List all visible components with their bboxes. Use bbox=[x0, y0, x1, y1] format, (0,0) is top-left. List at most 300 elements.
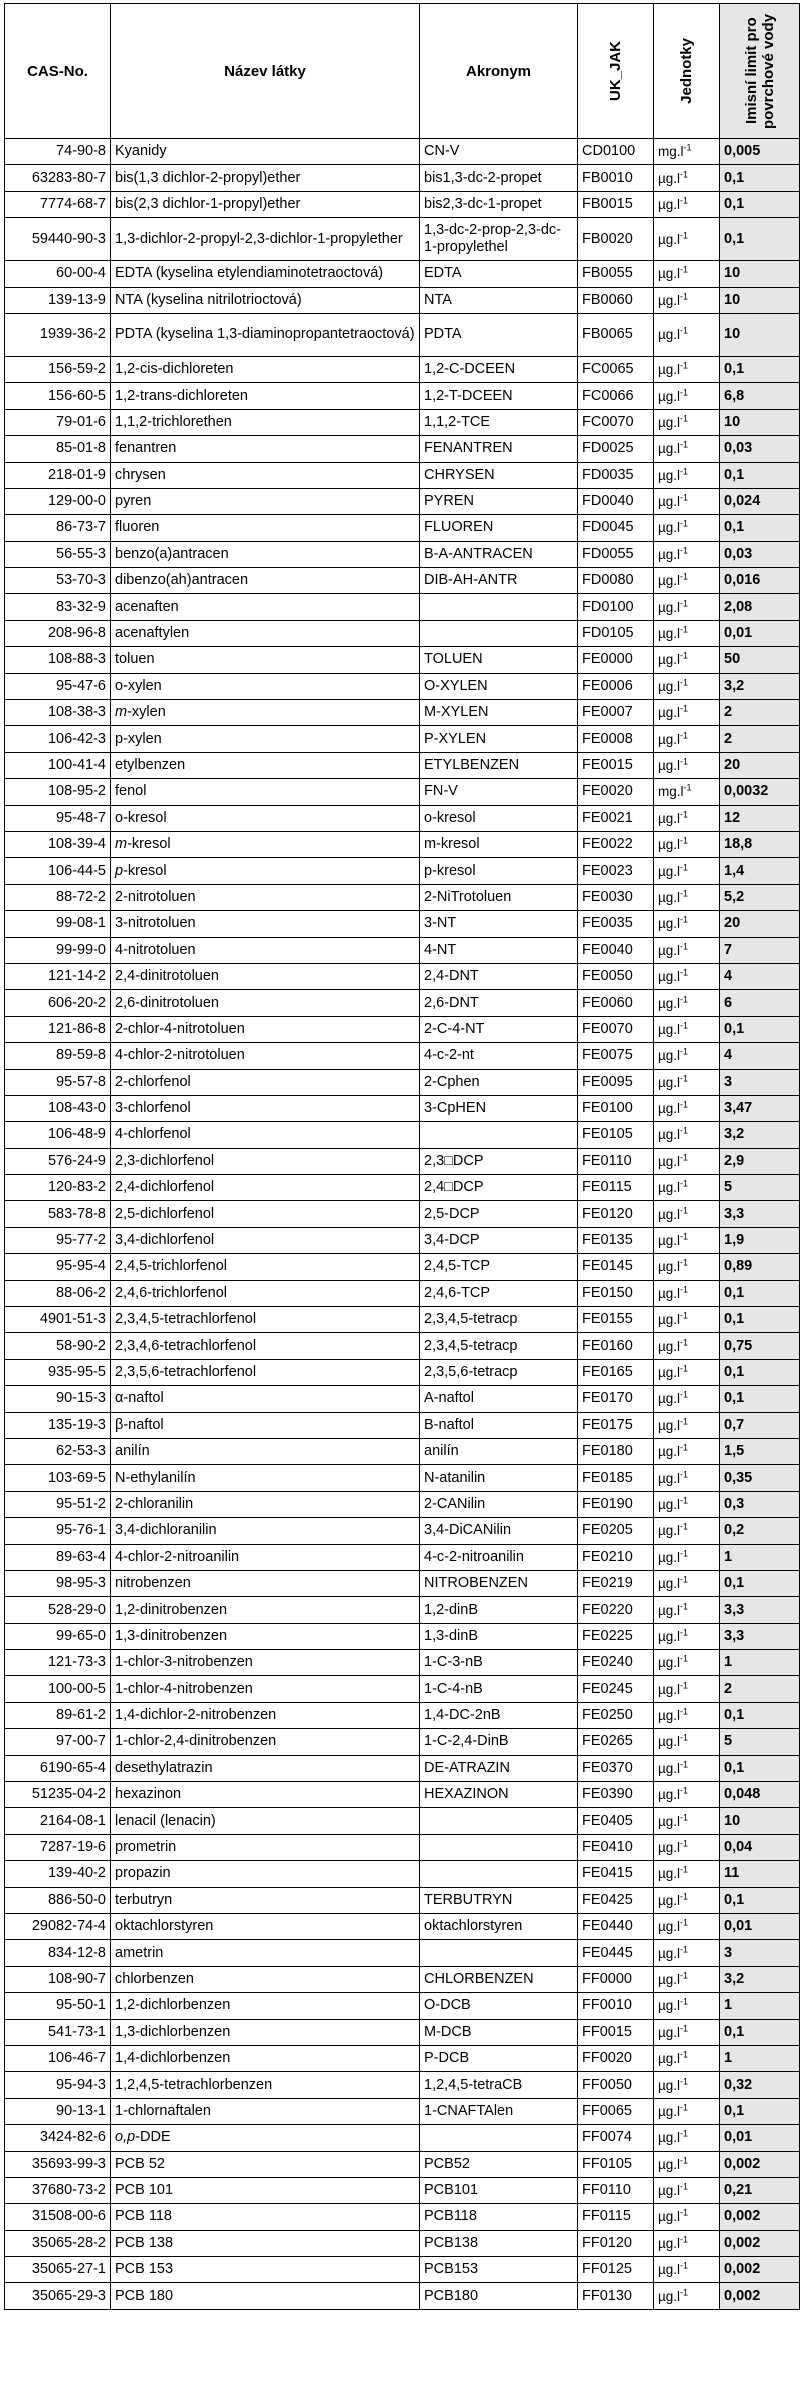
cas-cell: 106-44-5 bbox=[5, 858, 111, 884]
unit-cell bbox=[654, 1729, 720, 1755]
table-row bbox=[5, 620, 800, 646]
limit-value-cell: 5,2 bbox=[720, 884, 800, 910]
unit-base: µg.l bbox=[658, 1233, 681, 1249]
substance-name-cell: 2,3-dichlorfenol bbox=[111, 1148, 420, 1174]
limit-value-cell: 2,9 bbox=[720, 1148, 800, 1174]
unit-base: µg.l bbox=[658, 969, 681, 985]
cas-cell: 108-88-3 bbox=[5, 647, 111, 673]
substance-name-cell: acenaftylen bbox=[111, 620, 420, 646]
cas-cell: 85-01-8 bbox=[5, 436, 111, 462]
unit-base: µg.l bbox=[658, 1180, 681, 1196]
limit-value-cell: 0,1 bbox=[720, 1280, 800, 1306]
unit-exponent: -1 bbox=[680, 1231, 689, 1242]
table-row bbox=[5, 673, 800, 699]
code-cell: FF0050 bbox=[578, 2072, 654, 2098]
unit-cell bbox=[654, 436, 720, 462]
table-row bbox=[5, 700, 800, 726]
unit-exponent: -1 bbox=[680, 1891, 689, 1902]
cas-cell: 31508-00-6 bbox=[5, 2204, 111, 2230]
substance-name-cell: 4-nitrotoluen bbox=[111, 937, 420, 963]
acronym-cell: M-DCB bbox=[420, 2019, 578, 2045]
cas-cell: 97-00-7 bbox=[5, 1729, 111, 1755]
cas-cell: 528-29-0 bbox=[5, 1597, 111, 1623]
position-prefix: m bbox=[115, 836, 128, 853]
acronym-cell: CN-V bbox=[420, 139, 578, 165]
unit-cell bbox=[654, 2204, 720, 2230]
table-row bbox=[5, 409, 800, 435]
table-body bbox=[5, 139, 800, 2310]
unit-base: µg.l bbox=[658, 837, 681, 853]
limit-value-cell: 2 bbox=[720, 1676, 800, 1702]
code-cell: FE0240 bbox=[578, 1650, 654, 1676]
table-row bbox=[5, 1069, 800, 1095]
unit-exponent: -1 bbox=[680, 492, 689, 503]
unit-cell bbox=[654, 1940, 720, 1966]
table-row bbox=[5, 1175, 800, 1201]
substance-name-cell: 1,2-trans-dichloreten bbox=[111, 383, 420, 409]
unit-cell bbox=[654, 1597, 720, 1623]
unit-exponent: -1 bbox=[680, 1706, 689, 1717]
limit-value-cell: 10 bbox=[720, 287, 800, 313]
limit-value-cell: 3,3 bbox=[720, 1597, 800, 1623]
code-cell: FE0020 bbox=[578, 779, 654, 805]
limit-value-cell: 5 bbox=[720, 1729, 800, 1755]
unit-exponent: -1 bbox=[680, 2023, 689, 2034]
unit-cell bbox=[654, 409, 720, 435]
cas-cell: 108-90-7 bbox=[5, 1966, 111, 1992]
table-row bbox=[5, 191, 800, 217]
acronym-cell: 4-c-2-nt bbox=[420, 1043, 578, 1069]
unit-exponent: -1 bbox=[680, 1495, 689, 1506]
code-cell: FE0390 bbox=[578, 1782, 654, 1808]
unit-exponent: -1 bbox=[680, 230, 689, 241]
code-cell: FE0040 bbox=[578, 937, 654, 963]
limits-table bbox=[4, 3, 800, 2310]
code-cell: FB0055 bbox=[578, 261, 654, 287]
unit-base: µg.l bbox=[658, 2130, 681, 2146]
unit-exponent: -1 bbox=[680, 545, 689, 556]
cas-cell: 218-01-9 bbox=[5, 462, 111, 488]
unit-exponent: -1 bbox=[680, 1601, 689, 1611]
unit-exponent: -1 bbox=[680, 1574, 689, 1585]
cas-cell: 100-41-4 bbox=[5, 752, 111, 778]
acronym-cell bbox=[420, 620, 578, 646]
unit-cell bbox=[654, 1307, 720, 1333]
substance-name-cell: 2,3,4,5-tetrachlorfenol bbox=[111, 1307, 420, 1333]
cas-cell: 99-65-0 bbox=[5, 1623, 111, 1649]
unit-exponent: -1 bbox=[680, 264, 689, 275]
code-cell: FF0105 bbox=[578, 2151, 654, 2177]
table-row bbox=[5, 1412, 800, 1438]
substance-name-cell: 1-chlor-2,4-dinitrobenzen bbox=[111, 1729, 420, 1755]
table-row bbox=[5, 2125, 800, 2151]
header-unit-label: Jednotky bbox=[678, 38, 695, 104]
table-row bbox=[5, 1544, 800, 1570]
code-cell: FE0415 bbox=[578, 1861, 654, 1887]
cas-cell: 583-78-8 bbox=[5, 1201, 111, 1227]
code-cell: FD0040 bbox=[578, 488, 654, 514]
limit-value-cell: 0,002 bbox=[720, 2230, 800, 2256]
code-cell: FC0065 bbox=[578, 356, 654, 382]
acronym-cell: 3-NT bbox=[420, 911, 578, 937]
unit-base: µg.l bbox=[658, 546, 681, 562]
table-row bbox=[5, 1861, 800, 1887]
acronym-cell: NITROBENZEN bbox=[420, 1570, 578, 1596]
code-cell: FE0150 bbox=[578, 1280, 654, 1306]
code-cell: FE0425 bbox=[578, 1887, 654, 1913]
limit-value-cell: 4 bbox=[720, 1043, 800, 1069]
table-row bbox=[5, 2151, 800, 2177]
substance-name-cell: 3,4-dichloranilin bbox=[111, 1518, 420, 1544]
cas-cell: 35065-29-3 bbox=[5, 2283, 111, 2309]
limit-value-cell: 0,002 bbox=[720, 2204, 800, 2230]
acronym-cell: PCB52 bbox=[420, 2151, 578, 2177]
substance-name-cell: 1,1,2-trichlorethen bbox=[111, 409, 420, 435]
cas-cell: 541-73-1 bbox=[5, 2019, 111, 2045]
cas-cell: 79-01-6 bbox=[5, 409, 111, 435]
code-cell: FE0060 bbox=[578, 990, 654, 1016]
unit-exponent: -1 bbox=[680, 1521, 689, 1532]
limit-value-cell: 0,1 bbox=[720, 2098, 800, 2124]
code-cell: FE0405 bbox=[578, 1808, 654, 1834]
unit-cell bbox=[654, 1016, 720, 1042]
unit-base: µg.l bbox=[658, 1576, 681, 1592]
code-cell: FD0045 bbox=[578, 515, 654, 541]
acronym-cell: 1,3-dc-2-prop-2,3-dc-1-propylethel bbox=[420, 218, 578, 261]
table-row bbox=[5, 1729, 800, 1755]
table-row bbox=[5, 647, 800, 673]
acronym-cell: 3,4-DCP bbox=[420, 1227, 578, 1253]
table-row bbox=[5, 594, 800, 620]
unit-base: µg.l bbox=[658, 599, 681, 615]
unit-cell bbox=[654, 1834, 720, 1860]
acronym-cell: PYREN bbox=[420, 488, 578, 514]
acronym-cell: TOLUEN bbox=[420, 647, 578, 673]
acronym-cell: ETYLBENZEN bbox=[420, 752, 578, 778]
unit-exponent: -1 bbox=[680, 2260, 689, 2271]
acronym-cell: m-kresol bbox=[420, 831, 578, 857]
unit-cell bbox=[654, 805, 720, 831]
substance-name-cell: 2-nitrotoluen bbox=[111, 884, 420, 910]
substance-name-cell: PCB 101 bbox=[111, 2177, 420, 2203]
code-cell: FE0219 bbox=[578, 1570, 654, 1596]
unit-cell bbox=[654, 1095, 720, 1121]
unit-cell bbox=[654, 752, 720, 778]
substance-name-cell: 1,2-cis-dichloreten bbox=[111, 356, 420, 382]
unit-exponent: -1 bbox=[680, 1178, 689, 1189]
code-cell: FE0120 bbox=[578, 1201, 654, 1227]
substance-name-cell: N-ethylanilín bbox=[111, 1465, 420, 1491]
unit-base: µg.l bbox=[658, 1048, 681, 1064]
table-row bbox=[5, 1914, 800, 1940]
unit-cell bbox=[654, 1465, 720, 1491]
header-unit bbox=[654, 4, 720, 139]
unit-base: µg.l bbox=[658, 626, 681, 642]
acronym-cell bbox=[420, 1861, 578, 1887]
cas-cell: 834-12-8 bbox=[5, 1940, 111, 1966]
cas-cell: 208-96-8 bbox=[5, 620, 111, 646]
substance-name-cell: 1,3-dichlorbenzen bbox=[111, 2019, 420, 2045]
table-row bbox=[5, 1966, 800, 1992]
unit-exponent: -1 bbox=[680, 1337, 689, 1348]
unit-exponent: -1 bbox=[680, 1732, 689, 1743]
unit-base: µg.l bbox=[658, 916, 681, 932]
unit-base: µg.l bbox=[658, 1866, 681, 1882]
substance-name-cell: m-kresol bbox=[111, 831, 420, 857]
limit-value-cell: 1,9 bbox=[720, 1227, 800, 1253]
unit-base: µg.l bbox=[658, 652, 681, 668]
unit-cell bbox=[654, 2177, 720, 2203]
unit-base: µg.l bbox=[658, 1470, 681, 1486]
table-row bbox=[5, 261, 800, 287]
cas-cell: 135-19-3 bbox=[5, 1412, 111, 1438]
header-limit-label: Imisní limit pro povrchové vody bbox=[742, 13, 777, 129]
limit-value-cell: 1 bbox=[720, 1993, 800, 2019]
unit-base: µg.l bbox=[658, 1127, 681, 1143]
substance-name-cell: lenacil (lenacin) bbox=[111, 1808, 420, 1834]
unit-base: µg.l bbox=[658, 1444, 681, 1460]
unit-cell bbox=[654, 1861, 720, 1887]
unit-exponent: -1 bbox=[680, 325, 689, 336]
unit-exponent: -1 bbox=[680, 650, 689, 661]
code-cell: FE0440 bbox=[578, 1914, 654, 1940]
acronym-cell: 1-CNAFTAlen bbox=[420, 2098, 578, 2124]
code-cell: FE0185 bbox=[578, 1465, 654, 1491]
cas-cell: 59440-90-3 bbox=[5, 218, 111, 261]
limit-value-cell: 0,016 bbox=[720, 568, 800, 594]
acronym-cell: 2,3,4,5-tetracp bbox=[420, 1333, 578, 1359]
acronym-cell: 2,4,5-TCP bbox=[420, 1254, 578, 1280]
substance-name-cell: chrysen bbox=[111, 462, 420, 488]
substance-name-cell: 2,3,5,6-tetrachlorfenol bbox=[111, 1359, 420, 1385]
substance-name-cell: ametrin bbox=[111, 1940, 420, 1966]
cas-cell: 88-72-2 bbox=[5, 884, 111, 910]
unit-exponent: -1 bbox=[680, 1389, 689, 1400]
cas-cell: 606-20-2 bbox=[5, 990, 111, 1016]
cas-cell: 62-53-3 bbox=[5, 1438, 111, 1464]
code-cell: FE0007 bbox=[578, 700, 654, 726]
unit-base: µg.l bbox=[658, 292, 681, 308]
code-cell: FE0210 bbox=[578, 1544, 654, 1570]
limit-value-cell: 2 bbox=[720, 700, 800, 726]
unit-exponent: -1 bbox=[680, 1416, 689, 1427]
code-cell: FD0080 bbox=[578, 568, 654, 594]
unit-exponent: -1 bbox=[680, 888, 689, 899]
unit-cell bbox=[654, 1808, 720, 1834]
substance-name-cell: 3-nitrotoluen bbox=[111, 911, 420, 937]
code-cell: FD0105 bbox=[578, 620, 654, 646]
unit-base: µg.l bbox=[658, 942, 681, 958]
substance-name-cell: hexazinon bbox=[111, 1782, 420, 1808]
table-row bbox=[5, 541, 800, 567]
unit-cell bbox=[654, 884, 720, 910]
table-row bbox=[5, 1227, 800, 1253]
code-cell: FC0066 bbox=[578, 383, 654, 409]
code-cell: FE0035 bbox=[578, 911, 654, 937]
limit-value-cell: 0,1 bbox=[720, 165, 800, 191]
table-row bbox=[5, 1254, 800, 1280]
code-cell: FE0410 bbox=[578, 1834, 654, 1860]
header-cas: CAS-No. bbox=[5, 4, 111, 139]
cas-cell: 37680-73-2 bbox=[5, 2177, 111, 2203]
code-cell: FE0175 bbox=[578, 1412, 654, 1438]
limit-value-cell: 3 bbox=[720, 1940, 800, 1966]
unit-cell bbox=[654, 1782, 720, 1808]
cas-cell: 60-00-4 bbox=[5, 261, 111, 287]
limit-value-cell: 0,1 bbox=[720, 1702, 800, 1728]
code-cell: FE0245 bbox=[578, 1676, 654, 1702]
cas-cell: 99-99-0 bbox=[5, 937, 111, 963]
unit-base: µg.l bbox=[658, 1338, 681, 1354]
unit-cell bbox=[654, 831, 720, 857]
unit-exponent: -1 bbox=[680, 1284, 689, 1295]
unit-base: mg.l bbox=[658, 144, 684, 160]
limit-value-cell: 0,01 bbox=[720, 2125, 800, 2151]
acronym-cell: DIB-AH-ANTR bbox=[420, 568, 578, 594]
unit-exponent: -1 bbox=[680, 941, 689, 952]
unit-base: µg.l bbox=[658, 1813, 681, 1829]
cas-cell: 139-40-2 bbox=[5, 1861, 111, 1887]
limit-value-cell: 0,1 bbox=[720, 1887, 800, 1913]
limit-value-cell: 1,4 bbox=[720, 858, 800, 884]
table-row bbox=[5, 1386, 800, 1412]
unit-base: µg.l bbox=[658, 1840, 681, 1856]
unit-exponent: -1 bbox=[680, 1653, 689, 1664]
unit-base: µg.l bbox=[658, 758, 681, 773]
table-row bbox=[5, 1095, 800, 1121]
unit-exponent: -1 bbox=[680, 2287, 689, 2298]
substance-name-cell: bis(1,3 dichlor-2-propyl)ether bbox=[111, 165, 420, 191]
unit-exponent: -1 bbox=[680, 835, 689, 846]
table-row bbox=[5, 1201, 800, 1227]
table-row bbox=[5, 990, 800, 1016]
unit-cell bbox=[654, 1412, 720, 1438]
table-row bbox=[5, 1650, 800, 1676]
cas-cell: 121-14-2 bbox=[5, 963, 111, 989]
acronym-cell: 4-c-2-nitroanilin bbox=[420, 1544, 578, 1570]
unit-base: µg.l bbox=[658, 467, 681, 483]
substance-name-cell: NTA (kyselina nitrilotrioctová) bbox=[111, 287, 420, 313]
unit-exponent: -1 bbox=[680, 195, 689, 206]
code-cell: FE0075 bbox=[578, 1043, 654, 1069]
substance-name-cell: 4-chlorfenol bbox=[111, 1122, 420, 1148]
substance-name-cell: acenaften bbox=[111, 594, 420, 620]
cas-cell: 35693-99-3 bbox=[5, 2151, 111, 2177]
limit-value-cell: 0,1 bbox=[720, 191, 800, 217]
acronym-cell: P-XYLEN bbox=[420, 726, 578, 752]
table-row bbox=[5, 937, 800, 963]
acronym-cell: HEXAZINON bbox=[420, 1782, 578, 1808]
table-row bbox=[5, 2072, 800, 2098]
acronym-cell: 1-C-3-nB bbox=[420, 1650, 578, 1676]
unit-base: µg.l bbox=[658, 889, 681, 905]
unit-exponent: -1 bbox=[680, 1785, 689, 1796]
unit-base: µg.l bbox=[658, 494, 681, 510]
acronym-cell: 1,1,2-TCE bbox=[420, 409, 578, 435]
unit-exponent: -1 bbox=[680, 1152, 689, 1163]
table-row bbox=[5, 1623, 800, 1649]
table-row bbox=[5, 884, 800, 910]
code-cell: FE0021 bbox=[578, 805, 654, 831]
limit-value-cell: 1 bbox=[720, 1544, 800, 1570]
code-cell: FD0025 bbox=[578, 436, 654, 462]
cas-cell: 106-48-9 bbox=[5, 1122, 111, 1148]
substance-name-cell: PCB 52 bbox=[111, 2151, 420, 2177]
acronym-cell: 2,3□DCP bbox=[420, 1148, 578, 1174]
acronym-cell: PCB180 bbox=[420, 2283, 578, 2309]
unit-exponent: -1 bbox=[680, 703, 689, 714]
acronym-cell: 4-NT bbox=[420, 937, 578, 963]
unit-cell bbox=[654, 2019, 720, 2045]
unit-base: µg.l bbox=[658, 1734, 681, 1750]
substance-name-cell: benzo(a)antracen bbox=[111, 541, 420, 567]
table-row bbox=[5, 1676, 800, 1702]
table-row bbox=[5, 1043, 800, 1069]
unit-base: µg.l bbox=[658, 1760, 681, 1776]
unit-exponent: -1 bbox=[680, 2181, 689, 2192]
unit-cell bbox=[654, 673, 720, 699]
header-code bbox=[578, 4, 654, 139]
cas-cell: 120-83-2 bbox=[5, 1175, 111, 1201]
cas-cell: 108-43-0 bbox=[5, 1095, 111, 1121]
unit-exponent: -1 bbox=[680, 360, 689, 371]
limit-value-cell: 1,5 bbox=[720, 1438, 800, 1464]
cas-cell: 99-08-1 bbox=[5, 911, 111, 937]
limit-value-cell: 0,75 bbox=[720, 1333, 800, 1359]
acronym-cell: PCB153 bbox=[420, 2257, 578, 2283]
substance-name-cell: 2,6-dinitrotoluen bbox=[111, 990, 420, 1016]
document-page bbox=[4, 3, 800, 2310]
substance-name-cell: 4-chlor-2-nitrotoluen bbox=[111, 1043, 420, 1069]
table-row bbox=[5, 436, 800, 462]
table-row bbox=[5, 1333, 800, 1359]
unit-exponent: -1 bbox=[680, 598, 689, 609]
code-cell: FE0220 bbox=[578, 1597, 654, 1623]
table-row bbox=[5, 287, 800, 313]
unit-cell bbox=[654, 726, 720, 752]
unit-base: µg.l bbox=[658, 1259, 681, 1275]
unit-base: µg.l bbox=[658, 1153, 681, 1169]
unit-cell bbox=[654, 1043, 720, 1069]
limit-value-cell: 0,2 bbox=[720, 1518, 800, 1544]
unit-cell bbox=[654, 1755, 720, 1781]
limit-value-cell: 2 bbox=[720, 726, 800, 752]
unit-base: µg.l bbox=[658, 1708, 681, 1724]
unit-cell bbox=[654, 1175, 720, 1201]
table-row bbox=[5, 1993, 800, 2019]
code-cell: FF0120 bbox=[578, 2230, 654, 2256]
substance-name-cell: pyren bbox=[111, 488, 420, 514]
substance-name-cell: PCB 138 bbox=[111, 2230, 420, 2256]
cas-cell: 156-59-2 bbox=[5, 356, 111, 382]
limit-value-cell: 18,8 bbox=[720, 831, 800, 857]
unit-base: µg.l bbox=[658, 1206, 681, 1222]
substance-name-cell: 1,2,4,5-tetrachlorbenzen bbox=[111, 2072, 420, 2098]
unit-cell bbox=[654, 1148, 720, 1174]
unit-exponent: -1 bbox=[680, 571, 689, 582]
limit-value-cell: 4 bbox=[720, 963, 800, 989]
unit-exponent: -1 bbox=[680, 809, 689, 820]
unit-cell bbox=[654, 541, 720, 567]
unit-exponent: -1 bbox=[680, 1442, 689, 1453]
unit-exponent: -1 bbox=[680, 967, 689, 978]
table-row bbox=[5, 1438, 800, 1464]
position-prefix: o,p bbox=[115, 2129, 136, 2146]
acronym-cell: 1,3-dinB bbox=[420, 1623, 578, 1649]
code-cell: FE0100 bbox=[578, 1095, 654, 1121]
cas-cell: 58-90-2 bbox=[5, 1333, 111, 1359]
acronym-cell: 2,3,4,5-tetracp bbox=[420, 1307, 578, 1333]
